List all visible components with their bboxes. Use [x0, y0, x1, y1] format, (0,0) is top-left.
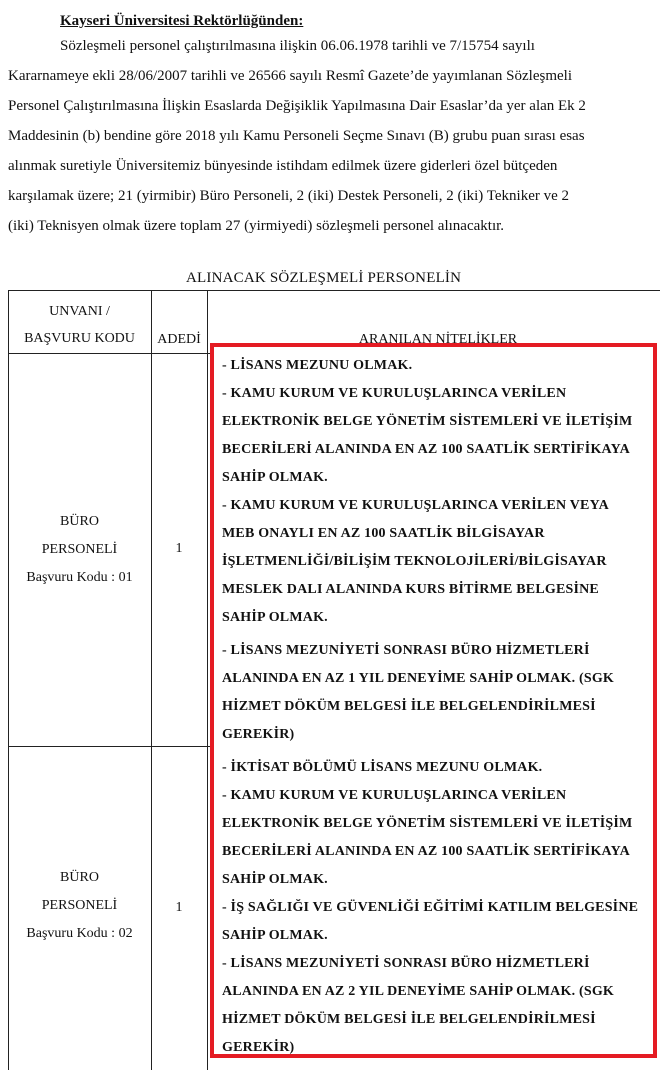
intro-line: alınmak suretiyle Üniversitemiz bünyesinde istihdam edilmek üzere giderleri özel bütçeden: [8, 158, 558, 174]
table-rule: [151, 290, 152, 1070]
requirement-line: SAHİP OLMAK.: [222, 872, 328, 887]
row-application-code: Başvuru Kodu : 01: [26, 570, 133, 585]
requirement-line: SAHİP OLMAK.: [222, 610, 328, 625]
row-application-code: Başvuru Kodu : 02: [26, 926, 133, 941]
requirement-line: - KAMU KURUM VE KURULUŞLARINCA VERİLEN: [222, 386, 567, 401]
requirement-line: - İKTİSAT BÖLÜMÜ LİSANS MEZUNU OLMAK.: [222, 760, 543, 775]
table-row-title: [8, 864, 151, 948]
section-title: ALINACAK SÖZLEŞMELİ PERSONELİN: [186, 270, 462, 286]
column-header-count: ADEDİ: [157, 332, 201, 347]
intro-line: Kararnameye ekli 28/06/2007 tarihli ve 26566 sayılı Resmî Gazete’de yayımlanan Sözleşmeli: [8, 68, 573, 84]
requirements-highlight-box: [210, 343, 657, 1058]
table-rule: [8, 290, 9, 1070]
intro-line: Sözleşmeli personel çalıştırılmasına ilişkin 06.06.1978 tarihli ve 7/15754 sayılı: [60, 38, 535, 54]
intro-line: Personel Çalıştırılmasına İlişkin Esaslarda Değişiklik Yapılmasına Dair Esaslar’da yer alan Ek 2: [8, 98, 586, 114]
column-header-requirements: ARANILAN NİTELİKLER: [358, 332, 518, 347]
requirement-line: - KAMU KURUM VE KURULUŞLARINCA VERİLEN VEYA: [222, 498, 609, 513]
row-title-line1: BÜRO: [60, 514, 99, 529]
requirement-line: - KAMU KURUM VE KURULUŞLARINCA VERİLEN: [222, 788, 567, 803]
column-header-title-line2: BAŞVURU KODU: [24, 331, 135, 346]
requirement-line: ELEKTRONİK BELGE YÖNETİM SİSTEMLERİ VE İLETİŞİM: [222, 816, 633, 831]
requirement-line: GEREKİR): [222, 1040, 295, 1055]
requirement-line: - LİSANS MEZUNU OLMAK.: [222, 358, 413, 373]
requirement-line: ELEKTRONİK BELGE YÖNETİM SİSTEMLERİ VE İLETİŞİM: [222, 414, 633, 429]
requirement-line: - İŞ SAĞLIĞI VE GÜVENLİĞİ EĞİTİMİ KATILIM BELGESİNE: [222, 900, 639, 915]
requirement-line: - LİSANS MEZUNİYETİ SONRASI BÜRO HİZMETLERİ: [222, 643, 590, 658]
row-count: 1: [175, 541, 183, 556]
requirement-line: BECERİLERİ ALANINDA EN AZ 100 SAATLİK SERTİFİKAYA: [222, 442, 630, 457]
requirement-line: HİZMET DÖKÜM BELGESİ İLE BELGELENDİRİLMESİ: [222, 699, 596, 714]
requirement-line: İŞLETMENLİĞİ/BİLİŞİM TEKNOLOJİLERİ/BİLGİSAYAR: [222, 554, 607, 569]
requirement-line: BECERİLERİ ALANINDA EN AZ 100 SAATLİK SERTİFİKAYA: [222, 844, 630, 859]
row-count: 1: [175, 900, 183, 915]
table-rule: [8, 353, 210, 354]
table-rule: [8, 290, 660, 291]
requirement-line: MEB ONAYLI EN AZ 100 SAATLİK BİLGİSAYAR: [222, 526, 545, 541]
intro-line: Maddesinin (b) bendine göre 2018 yılı Kamu Personeli Seçme Sınavı (B) grubu puan sırası esas: [8, 128, 585, 144]
requirement-line: - LİSANS MEZUNİYETİ SONRASI BÜRO HİZMETLERİ: [222, 956, 590, 971]
intro-line: (iki) Teknisyen olmak üzere toplam 27 (yirmiyedi) sözleşmeli personel alınacaktır.: [8, 218, 505, 234]
table-rule: [8, 746, 210, 747]
column-header-title: [8, 298, 151, 352]
requirement-line: HİZMET DÖKÜM BELGESİ İLE BELGELENDİRİLMESİ: [222, 1012, 596, 1027]
row-title-line2: PERSONELİ: [41, 542, 118, 557]
table-rule: [207, 290, 208, 1070]
requirement-line: MESLEK DALI ALANINDA KURS BİTİRME BELGESİNE: [222, 582, 599, 597]
requirement-line: SAHİP OLMAK.: [222, 928, 328, 943]
intro-line: karşılamak üzere; 21 (yirmibir) Büro Personeli, 2 (iki) Destek Personeli, 2 (iki) Tekniker ve 2: [8, 188, 570, 204]
row-title-line1: BÜRO: [60, 870, 99, 885]
table-row-title: [8, 508, 151, 592]
requirement-line: ALANINDA EN AZ 2 YIL DENEYİME SAHİP OLMAK. (SGK: [222, 984, 614, 999]
page-heading: Kayseri Üniversitesi Rektörlüğünden:: [60, 13, 304, 29]
column-header-title-line1: UNVANI /: [49, 304, 110, 319]
requirement-line: SAHİP OLMAK.: [222, 470, 328, 485]
row-title-line2: PERSONELİ: [41, 898, 118, 913]
requirement-line: ALANINDA EN AZ 1 YIL DENEYİME SAHİP OLMAK. (SGK: [222, 671, 614, 686]
requirement-line: GEREKİR): [222, 727, 295, 742]
